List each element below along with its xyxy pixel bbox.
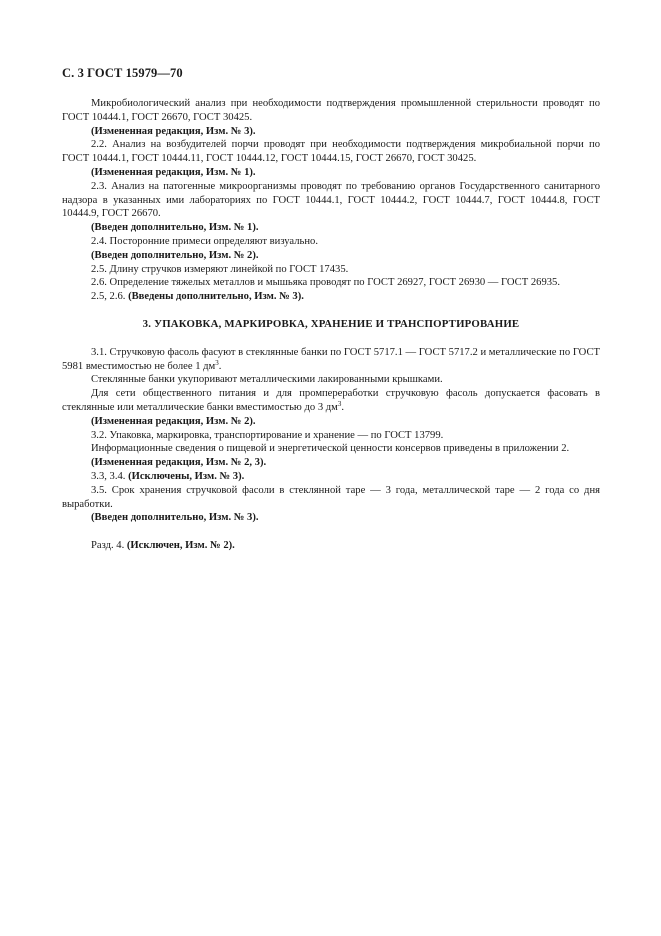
- paragraph-prefix: 3.3, 3.4.: [91, 470, 129, 482]
- paragraph-2-5-2-6: [62, 290, 600, 304]
- paragraph-glass-jars: Стеклянные банки укупоривают металлическими лакированными крышками.: [91, 374, 443, 386]
- amendment-note: (Измененная редакция, Изм. № 1).: [91, 166, 256, 178]
- amendment-note: (Измененная редакция, Изм. № 2, 3).: [91, 457, 267, 469]
- amendment-note: (Введен дополнительно, Изм. № 1).: [91, 222, 259, 234]
- paragraph-section-4: [62, 539, 600, 553]
- amendment-note: (Введен дополнительно, Изм. № 3).: [91, 512, 259, 524]
- paragraph-prefix: Разд. 4.: [91, 540, 127, 552]
- paragraph-info: Информационные сведения о пищевой и энергетической ценности консервов приведены в приложении 2.: [91, 443, 570, 455]
- paragraph-prefix: 2.5, 2.6.: [91, 291, 129, 303]
- paragraph-2-5: 2.5. Длину стручков измеряют линейкой по ГОСТ 17435.: [91, 263, 349, 275]
- section-title: 3. УПАКОВКА, МАРКИРОВКА, ХРАНЕНИЕ И ТРАНСПОРТИРОВАНИЕ: [142, 317, 520, 330]
- paragraph-3-2: 3.2. Упаковка, маркировка, транспортирование и хранение — по ГОСТ 13799.: [91, 429, 444, 441]
- paragraph-microbio: Микробиологический анализ при необходимости подтверждения промышленной стерильности проводят по ГОСТ 10444.1, ГОСТ 26670, ГОСТ 30425.: [62, 98, 600, 123]
- amendment-note: (Измененная редакция, Изм. № 2).: [91, 415, 256, 427]
- amendment-note: (Измененная редакция, Изм. № 3).: [91, 125, 256, 137]
- paragraph-text: 3.1. Стручковую фасоль фасуют в стеклянные банки по ГОСТ 5717.1 — ГОСТ 5717.2 и металлические по ГОСТ 5981 вместимостью не более 1 дм: [62, 346, 600, 372]
- amendment-note: (Введены дополнительно, Изм. № 3).: [128, 291, 304, 303]
- document-body: [62, 97, 600, 553]
- paragraph-3-5: 3.5. Срок хранения стручковой фасоли в стеклянной таре — 3 года, металлической таре — 2 года со дня выработки.: [62, 484, 600, 510]
- paragraph-3-3-3-4: [62, 470, 600, 484]
- amendment-note: (Исключены, Изм. № 3).: [128, 470, 245, 482]
- paragraph-2-4: 2.4. Посторонние примеси определяют визуально.: [91, 235, 318, 247]
- paragraph-3-1: [62, 346, 600, 374]
- paragraph-2-3: 2.3. Анализ на патогенные микроорганизмы проводят по требованию органов Государственного санитарного надзора в указанных ими лабораториях по ГОСТ 10444.1, ГОСТ 10444.2, ГОСТ 10444.7, ГОСТ 10444.8, ГОСТ 10444.9, ГОСТ 26670.: [62, 180, 600, 220]
- paragraph-text: Для сети общественного питания и для промпереработки стручковую фасоль допускается фасовать в стеклянные или металлические банки вместимостью до 3 дм: [62, 388, 600, 413]
- paragraph-2-6: 2.6. Определение тяжелых металлов и мышьяка проводят по ГОСТ 26927, ГОСТ 26930 — ГОСТ 26935.: [91, 277, 561, 289]
- superscript: 3: [337, 399, 342, 408]
- paragraph-end: .: [218, 360, 222, 372]
- paragraph-end: .: [341, 401, 345, 413]
- spacer: [62, 525, 600, 539]
- paragraph-2-2: 2.2. Анализ на возбудителей порчи проводят при необходимости подтверждения микробиальной порчи по ГОСТ 10444.1, ГОСТ 10444.11, ГОСТ 10444.12, ГОСТ 10444.15, ГОСТ 26670, ГОСТ 30425.: [62, 139, 600, 165]
- amendment-note: (Исключен, Изм. № 2).: [126, 540, 235, 552]
- page-header: С. 3 ГОСТ 15979—70: [62, 66, 183, 80]
- superscript: 3: [215, 358, 219, 367]
- paragraph-catering: [62, 387, 600, 415]
- amendment-note: (Введен дополнительно, Изм. № 2).: [91, 249, 259, 261]
